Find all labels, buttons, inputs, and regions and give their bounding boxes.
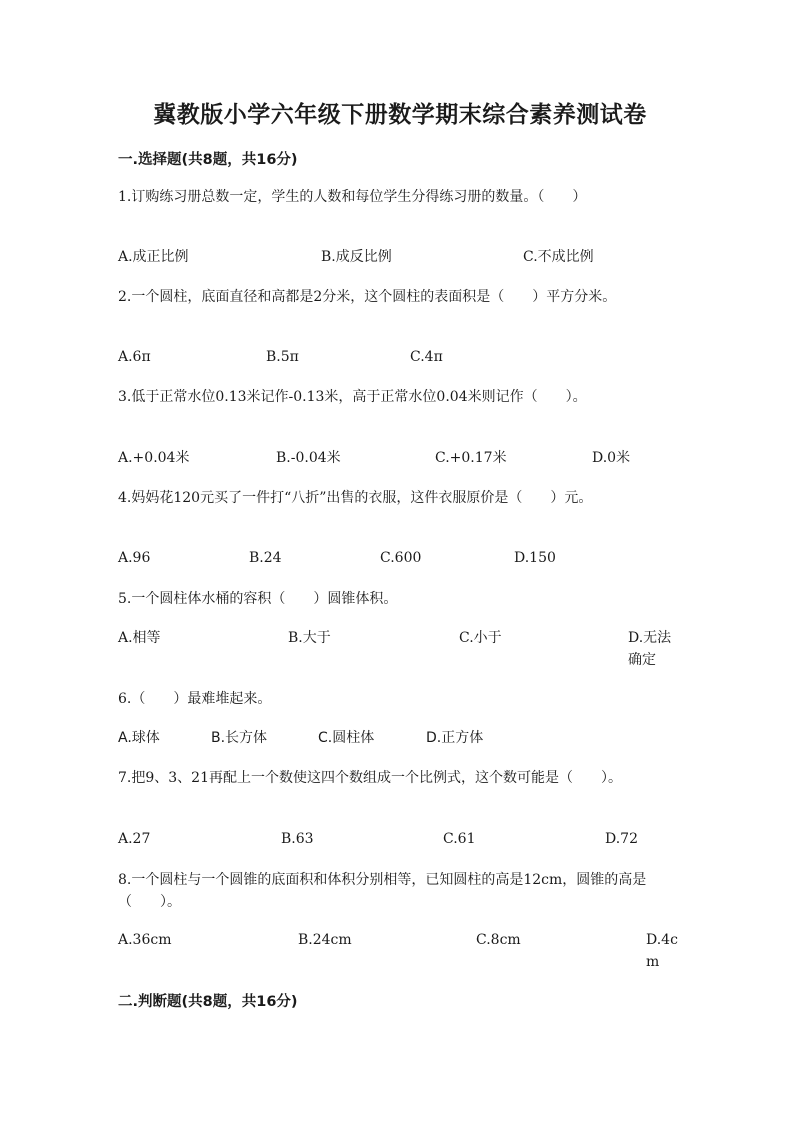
question-4: 4.妈妈花120元买了一件打“八折”出售的衣服，这件衣服原价是（ ）元。 — [118, 490, 593, 506]
options-q7 — [118, 828, 682, 850]
question-6: 6.（ ）最难堆起来。 — [118, 691, 272, 707]
option-d[interactable]: D.150 — [514, 550, 556, 566]
options-q3 — [118, 447, 682, 469]
option-a[interactable]: A.36cm — [118, 932, 172, 948]
options-q8 — [118, 929, 682, 973]
option-d[interactable]: D.0米 — [592, 450, 631, 466]
option-a[interactable]: A.27 — [118, 831, 151, 847]
option-a[interactable]: A.成正比例 — [118, 249, 189, 265]
option-c[interactable]: C.4π — [410, 349, 443, 365]
option-b[interactable]: B.-0.04米 — [276, 450, 341, 466]
options-q6 — [118, 727, 682, 749]
option-c[interactable]: C.61 — [443, 831, 476, 847]
option-c[interactable]: C.不成比例 — [523, 249, 594, 265]
option-a[interactable]: A.球体 — [118, 730, 160, 746]
section-heading-judgment: 二.判断题(共8题，共16分) — [118, 994, 298, 1010]
option-b[interactable]: B.大于 — [288, 630, 331, 646]
option-b[interactable]: B.63 — [281, 831, 314, 847]
question-2: 2.一个圆柱，底面直径和高都是2分米，这个圆柱的表面积是（ ）平方分米。 — [118, 289, 617, 305]
option-a[interactable]: A.96 — [118, 550, 151, 566]
option-c[interactable]: C.圆柱体 — [318, 730, 375, 746]
option-b[interactable]: B.24 — [249, 550, 282, 566]
options-q1 — [118, 246, 682, 268]
option-b[interactable]: B.24cm — [298, 932, 352, 948]
option-d[interactable]: D.4cm — [646, 932, 678, 970]
option-c[interactable]: C.8cm — [476, 932, 521, 948]
question-3: 3.低于正常水位0.13米记作-0.13米，高于正常水位0.04米则记作（ ）。 — [118, 389, 587, 405]
options-q5 — [118, 627, 682, 671]
option-a[interactable]: A.6π — [118, 349, 151, 365]
page-title: 冀教版小学六年级下册数学期末综合素养测试卷 — [153, 102, 647, 128]
option-d[interactable]: D.正方体 — [426, 730, 484, 746]
options-q2 — [118, 346, 682, 368]
option-b[interactable]: B.成反比例 — [321, 249, 392, 265]
options-q4 — [118, 547, 682, 569]
option-b[interactable]: B.5π — [266, 349, 299, 365]
option-c[interactable]: C.小于 — [459, 630, 502, 646]
question-1: 1.订购练习册总数一定，学生的人数和每位学生分得练习册的数量。（ ） — [118, 189, 587, 205]
option-c[interactable]: C.600 — [380, 550, 422, 566]
question-5: 5.一个圆柱体水桶的容积（ ）圆锥体积。 — [118, 591, 398, 607]
option-b[interactable]: B.长方体 — [211, 730, 268, 746]
question-7: 7.把9、3、21再配上一个数使这四个数组成一个比例式，这个数可能是（ ）。 — [118, 770, 622, 786]
option-c[interactable]: C.+0.17米 — [435, 450, 507, 466]
question-8: 8.一个圆柱与一个圆锥的底面积和体积分别相等，已知圆柱的高是12cm，圆锥的高是（ ）。 — [118, 872, 647, 910]
option-d[interactable]: D.72 — [605, 831, 638, 847]
option-a[interactable]: A.相等 — [118, 630, 161, 646]
option-d[interactable]: D.无法确定 — [628, 630, 672, 668]
section-heading-choice: 一.选择题(共8题，共16分) — [118, 152, 298, 168]
option-a[interactable]: A.+0.04米 — [118, 450, 190, 466]
